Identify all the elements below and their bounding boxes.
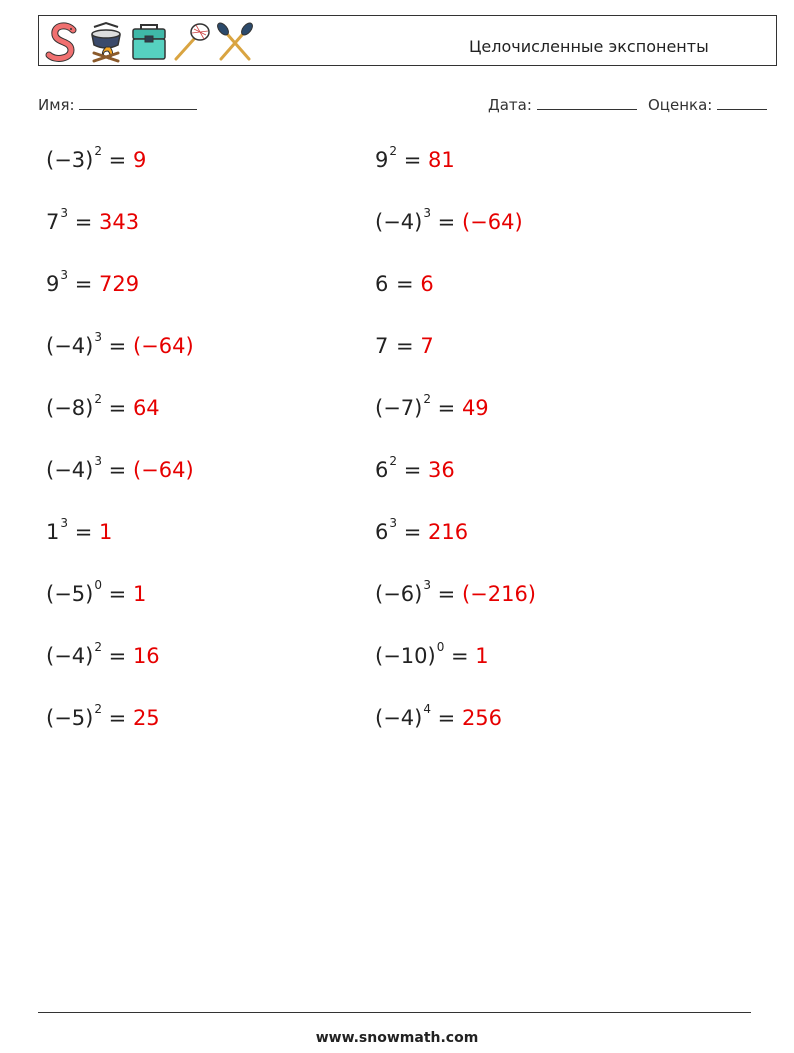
equals-sign: = [430,210,462,234]
problem-base: 7 [46,210,60,234]
equals-sign: = [101,582,133,606]
problem-answer: 49 [461,396,489,420]
problem-item [375,144,455,172]
problem-answer: 1 [132,582,147,606]
equals-sign: = [397,458,428,482]
grade-field [648,95,767,114]
equals-sign: = [389,272,421,296]
problem-exponent: 3 [60,516,69,530]
problem-item [46,392,160,420]
problem-answer: (−64) [132,458,194,482]
grade-label: Оценка: [648,96,713,114]
problem-exponent: 3 [94,454,102,468]
problem-base: (−7) [375,396,423,420]
problem-exponent: 3 [60,268,69,282]
problem-exponent: 2 [94,702,102,716]
equals-sign: = [68,272,99,296]
problem-item [375,272,434,296]
problem-item [46,330,194,358]
problem-answer: 216 [427,520,469,544]
problem-item [46,702,160,730]
equals-sign: = [101,148,133,172]
crossed-paddles-icon [215,21,255,63]
worksheet-title: Целочисленные экспоненты [469,37,709,56]
date-label: Дата: [488,96,532,114]
problem-exponent: 0 [94,578,102,592]
problem-base: 9 [375,148,389,172]
equals-sign: = [101,396,133,420]
problem-answer: 36 [427,458,455,482]
problem-base: 6 [375,272,389,296]
problem-answer: (−64) [132,334,194,358]
problem-answer: 729 [98,272,140,296]
problem-answer: 256 [461,706,503,730]
problem-answer: 9 [132,148,147,172]
equals-sign: = [101,458,133,482]
problem-base: (−4) [46,458,94,482]
problem-answer: 1 [98,520,113,544]
name-label: Имя: [38,96,75,114]
worksheet-header [38,15,777,66]
problem-item [375,392,489,420]
problem-answer: 16 [132,644,160,668]
problem-exponent: 3 [423,206,431,220]
problem-base: (−5) [46,582,94,606]
equals-sign: = [430,706,462,730]
campfire-pot-icon [86,21,126,63]
problem-item [46,578,147,606]
name-field [38,95,197,114]
problem-item [46,206,140,234]
problem-exponent: 0 [436,640,445,654]
problem-item [375,640,489,668]
problem-base: (−10) [375,644,436,668]
problem-exponent: 3 [60,206,69,220]
problem-base: (−5) [46,706,94,730]
problem-exponent: 3 [423,578,431,592]
problem-answer: 7 [420,334,434,358]
problem-base: 6 [375,458,389,482]
problem-base: 7 [375,334,389,358]
problem-base: 1 [46,520,60,544]
problem-base: (−4) [46,334,94,358]
problem-item [375,702,503,730]
problem-item [375,454,455,482]
problem-answer: 64 [132,396,160,420]
footer-divider [38,1012,751,1013]
footer-url: www.snowmath.com [315,1030,479,1046]
problem-answer: 6 [420,272,434,296]
problem-base: (−3) [46,148,94,172]
problem-answer: (−216) [461,582,537,606]
worm-icon [43,21,83,63]
header-icons [43,21,255,63]
problem-exponent: 2 [94,144,102,158]
problem-item [46,454,194,482]
equals-sign: = [68,520,99,544]
date-field [488,95,637,114]
equals-sign: = [397,148,428,172]
problem-item [375,206,523,234]
problem-item [46,516,113,544]
problem-item [375,578,537,606]
problem-exponent: 2 [94,392,102,406]
problem-exponent: 3 [389,516,398,530]
equals-sign: = [101,644,133,668]
problem-base: (−4) [375,706,423,730]
problem-answer: 343 [98,210,140,234]
problem-answer: 81 [427,148,455,172]
equals-sign: = [101,334,133,358]
problem-item [375,516,469,544]
problem-item [46,640,160,668]
problem-item [46,268,140,296]
name-blank[interactable] [79,95,197,110]
problem-answer: 25 [132,706,160,730]
equals-sign: = [444,644,476,668]
problem-exponent: 2 [389,144,398,158]
problem-base: (−4) [375,210,423,234]
problem-item [375,334,434,358]
cooler-box-icon [129,21,169,63]
problem-answer: 1 [475,644,489,668]
problem-exponent: 2 [423,392,431,406]
date-blank[interactable] [537,95,637,110]
problem-base: 9 [46,272,60,296]
butterfly-net-icon [172,21,212,63]
problem-answer: (−64) [461,210,523,234]
problem-base: (−8) [46,396,94,420]
problem-item [46,144,147,172]
equals-sign: = [397,520,428,544]
problem-exponent: 2 [389,454,398,468]
problem-exponent: 4 [423,702,431,716]
equals-sign: = [68,210,99,234]
problem-base: 6 [375,520,389,544]
equals-sign: = [389,334,421,358]
equals-sign: = [430,396,462,420]
problem-base: (−4) [46,644,94,668]
equals-sign: = [101,706,133,730]
problem-exponent: 3 [94,330,102,344]
grade-blank[interactable] [717,95,767,110]
equals-sign: = [430,582,462,606]
problem-base: (−6) [375,582,423,606]
problem-exponent: 2 [94,640,102,654]
